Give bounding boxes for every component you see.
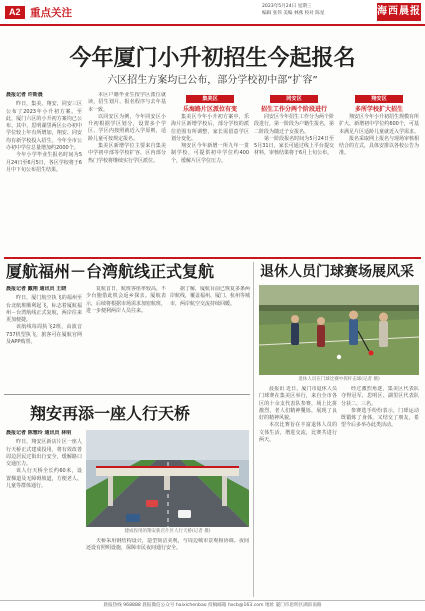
story3-paragraph: 该人行天桥全长约60米，设置梯道及无障碍坡道，方便老人、儿童等群体通行。 — [6, 468, 82, 490]
story4-paragraph: 参赛选手纷纷表示，门球运动既锻炼了身体，又结交了朋友，希望今后多举办此类活动。 — [341, 407, 419, 429]
story1-paragraph: 以同安区为例，今年同安区小升初根据学区划分，设置多个学区，学区内按照就近入学原则，适龄儿童可按规定报名。 — [88, 113, 166, 142]
story1-paragraph: 第一阶段报名时间为5月24日至5月31日，家长可通过线上平台提交材料，审核结果将于6月上旬公布。 — [254, 135, 334, 157]
newspaper-logo: 海西晨报 — [377, 3, 421, 21]
district-tag: 集美区 — [186, 95, 234, 103]
story3-paragraph: 昨日，翔安区新店片区一座人行天桥正式建成投用，将有效改善周边居民过街出行安全，缓解路口交通压力。 — [6, 439, 82, 468]
story1-paragraph: 本区户籍毕业生按学区派位就读，招生划片、报名程序与去年基本一致。 — [88, 92, 166, 113]
story4-photo-caption: 退休人员在门球比赛中挥杆击球(记者 摄) — [298, 377, 380, 382]
story3-column-1 — [6, 430, 82, 598]
story1-headline: 今年厦门小升初招生今起报名 — [69, 46, 356, 71]
issue-date: 2023年5月24日 星期三 — [262, 4, 312, 9]
section-name: 重点关注 — [30, 7, 72, 19]
story2-paragraph: 据了解，厦航目前已恢复多条两岸航线，覆盖福州、厦门、杭州等城市，两岸航空交流持续回暖。 — [170, 286, 250, 307]
column-divider — [253, 262, 254, 597]
masthead-meta — [262, 4, 372, 17]
story1-paragraph: 翔安区今年小升初招生规模有所扩大，新增初中学位约600个，可基本满足片区适龄儿童就近入学需求。 — [339, 114, 419, 135]
story1-paragraph: 同安区今年招生工作分为两个阶段进行，第一阶段为户籍生报名，第二阶段为随迁子女报名。 — [254, 114, 334, 135]
editor-credits: 编辑 张伟 美编 林燕 校对 陈星 — [262, 10, 325, 16]
page-footer: 晨报热线 968888 晨报微信公众号 haixichenbao 投稿邮箱 hxcb@163.com 地址 厦门市思明区湖滨南路 — [0, 600, 425, 611]
story4-headline: 退休人员门球赛场展风采 — [260, 264, 414, 280]
story3-photo-caption: 建成投用的翔安新店片区人行天桥(记者 摄) — [124, 529, 211, 534]
story2-paragraph: 昨日，厦门航空执飞的福州至台北航班顺利起飞，标志着厦航福州－台湾航线正式复航，两岸往来更加便捷。 — [6, 295, 82, 324]
gateball-photo — [259, 285, 419, 375]
masthead — [0, 0, 425, 26]
story1-column-1 — [6, 92, 82, 254]
story1-column-5 — [339, 92, 419, 254]
story4-column-2 — [341, 386, 419, 598]
page-number: A2 — [5, 6, 25, 19]
story2-byline: 晨报记者 戴翔 通讯员 王晓 — [6, 286, 67, 292]
story2-paragraph: 该航线每周执飞2班，由波音737机型执飞，旅客可在厦航官网及APP购票。 — [6, 324, 82, 346]
story3-column-2 — [86, 538, 249, 598]
story4-paragraph: 晨报讯 近日，厦门市退休人员门球赛在集美区举行，来自全市各区的十余支代表队参赛，场上比拼激烈，老人们精神矍铄，展现了良好的精神风貌。 — [259, 386, 337, 422]
story1-column-3 — [171, 92, 249, 254]
story3-byline: 晨报记者 陈雅玲 通讯员 林明 — [6, 430, 72, 436]
story1-subhead: 六区招生方案均已公布，部分学校初中部“扩容” — [107, 75, 318, 86]
story1-column-4 — [254, 92, 334, 254]
story1-paragraph: 翔安区今年新增一所九年一贯制学校，可提供初中学位约400个，缓解片区学位压力。 — [171, 143, 249, 164]
pedestrian-bridge-photo — [86, 430, 249, 527]
story1-paragraph: 集美区今年小升初方案中，乐海片区新增学校后，部分学校的派位范围有所调整，家长需留意学区划分变化。 — [171, 114, 249, 142]
story4-paragraph: 经过激烈角逐，集美区代表队夺得冠军，思明区、湖里区代表队分获二、三名。 — [341, 386, 419, 407]
story1-paragraph: 昨日，集美、翔安、同安三区公布了2023年小升初方案。至此，厦门六区的小升初方案均已公布。其中，思明湖里两区公办初中学位较上年有所增加，翔安、同安均有新学校投入招生，今年全市公办初中学位总量增加约2000个。 — [6, 101, 82, 152]
story1-subtitle: 招生工作分两个阶段进行 — [260, 106, 327, 113]
district-tag: 翔安区 — [355, 95, 403, 103]
story3-paragraph: 天桥采用钢结构设计，造型简洁美观，与周边城市景观相协调。夜间还设有照明设施，保障市民夜间通行安全。 — [86, 538, 249, 552]
story2-column-1 — [6, 286, 82, 390]
story1-byline: 晨报记者 许斯晨 — [6, 92, 43, 98]
story1-column-2 — [88, 92, 166, 254]
story2-column-3 — [170, 286, 250, 390]
story4-paragraph: 本次比赛旨在丰富退休人员的文体生活，增进交流，比赛共进行两天。 — [259, 422, 337, 444]
story2-paragraph: 复航首日，航班客座率较高，不少台胞借此机会返乡探亲。厦航表示，后续将根据市场需求加密航班，进一步便利两岸人员往来。 — [86, 286, 166, 314]
story3-headline: 翔安再添一座人行天桥 — [30, 404, 191, 423]
story4-column-1 — [259, 386, 337, 598]
story1-subtitle: 多所学校扩大招生 — [354, 106, 403, 113]
section-divider — [4, 257, 421, 259]
section-divider — [4, 394, 250, 395]
story1-paragraph: 报名采取网上报名与现场审核相结合的方式，具体安排以各校公告为准。 — [339, 135, 419, 157]
story2-headline: 厦航福州－台湾航线正式复航 — [6, 262, 215, 281]
story1-paragraph: 集美区新增学位主要来自集美中学初中部等学校扩容，区内部分热门学校将继续实行学区派位。 — [88, 143, 166, 164]
story1-paragraph: 今年小学毕业生报名时间为5月24日至6月5日，各区学校将于6月中下旬公布招生结果。 — [6, 152, 82, 173]
story1-subtitle: 乐海路片区派位有变 — [182, 106, 237, 113]
story2-column-2 — [86, 286, 166, 390]
district-tag: 同安区 — [270, 95, 318, 103]
